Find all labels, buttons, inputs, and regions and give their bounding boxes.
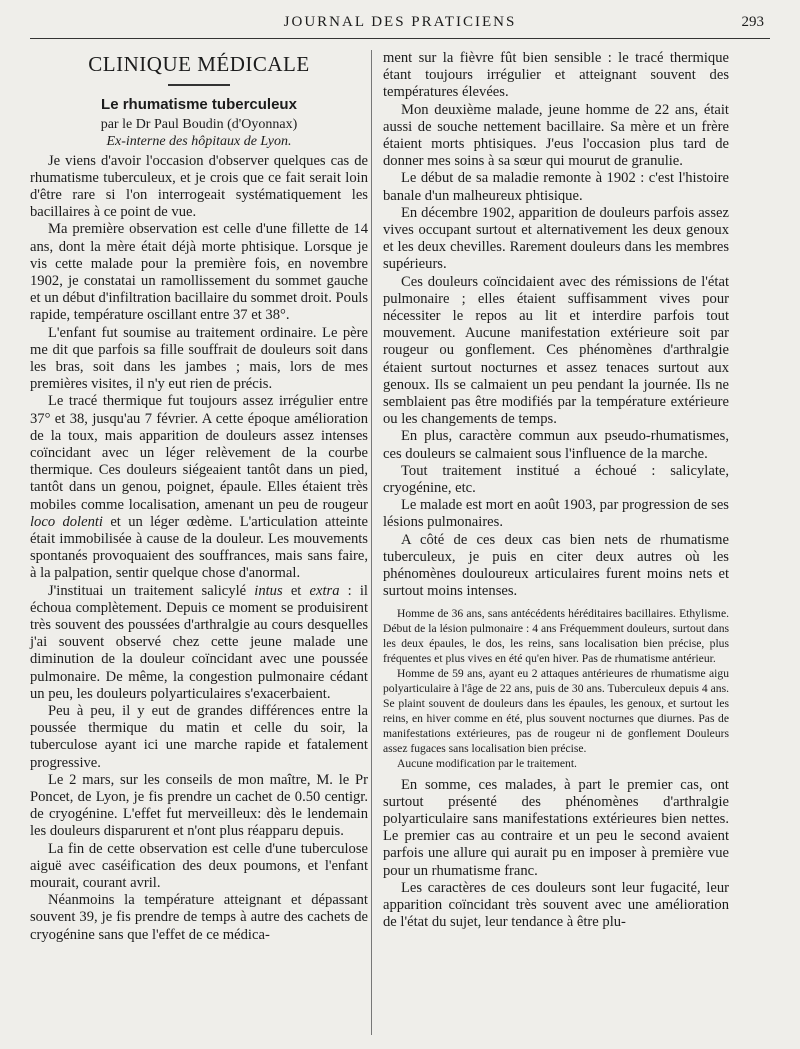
paragraph xyxy=(30,583,368,703)
text-run: Le tracé thermique fut toujours assez irrégulier entre 37° et 38, jusqu'au 7 février. A cette époque amélioration de la toux, mais apparition de douleurs assez intenses coïncidant avec un léger relèvement de la courbe thermique. Ces douleurs siégeaient tantôt dans un pied, tantôt dans un genou, poignet, épaule. Elles étaient très mobiles comme localisation, amenant un peu de rougeur xyxy=(30,393,368,513)
text-run: J'instituai un traitement salicylé xyxy=(48,582,255,599)
italic-term: intus xyxy=(254,582,283,599)
text-run: et xyxy=(282,582,310,599)
paragraph: En décembre 1902, apparition de douleurs parfois assez vives occupant surtout et alternativement les deux genoux et les deux chevilles. Rarement douleurs dans les membres supérieurs. xyxy=(383,204,729,273)
italic-term: extra xyxy=(309,582,340,599)
case-note: Homme de 59 ans, ayant eu 2 attaques antérieures de rhumatisme aigu polyarticulaire à l'âge de 22 ans, puis de 30 ans. Tuberculeux depuis 4 ans. Se plaint souvent de douleurs dans les épaules, les genoux, et surtout les reins, en hiver comme en été, plus souvent nocturnes que diurnes. Pas de manifestations extérieures, pas de rougeur ni de gonflement Douleurs assez fugaces sans localisation bien précise. xyxy=(383,666,729,756)
journal-title: JOURNAL DES PRATICIENS xyxy=(283,14,517,30)
title-rule xyxy=(168,84,230,86)
paragraph: ment sur la fièvre fût bien sensible : le tracé thermique étant toujours irrégulier et atteignant souvent des températures élevées. xyxy=(383,50,729,101)
author-byline: par le Dr Paul Boudin (d'Oyonnax) xyxy=(100,116,298,132)
page-number: 293 xyxy=(741,14,764,30)
text-run: et un léger œdème. L'articulation atteinte était immobilisée à cause de la douleur. Les mouvements spontanés provoquaient des souffrances, mais sans faire, à la palpation, sentir quelque chose d'anormal. xyxy=(30,513,369,582)
paragraph: Mon deuxième malade, jeune homme de 22 ans, était aussi de souche nettement bacillaire. Sa mère et un frère étaient morts phtisiques. J'eus l'occasion plus tard de donner mes soins à sa sœur qui mourut de granulie. xyxy=(383,101,729,170)
paragraph: Le 2 mars, sur les conseils de mon maître, M. le Pr Poncet, de Lyon, je fis prendre un cachet de 0.50 centigr. de cryogénine. L'effet fut merveilleux: dès le lendemain les douleurs disparurent et n'ont plus réapparu depuis. xyxy=(30,771,368,840)
running-header xyxy=(30,10,770,39)
paragraph: Ces douleurs coïncidaient avec des rémissions de l'état pulmonaire ; elles étaient suffisamment vives pour nécessiter le repos au lit et interdire parfois tout mouvement. Aucune manifestation extérieure soit par rougeur ou gonflement. Ces phénomènes d'arthralgie étaient surtout nocturnes et assez tenaces surtout aux genoux. Ils se calmaient un peu pendant la journée. Ils ne semblaient pas être modifiés par la température extérieure ou les changements de temps. xyxy=(383,273,729,428)
paragraph: La fin de cette observation est celle d'une tuberculose aiguë avec caséification des deux poumons, et l'enfant mourait, courant avril. xyxy=(30,840,368,892)
paragraph: Je viens d'avoir l'occasion d'observer quelques cas de rhumatisme tuberculeux, et je crois que ce fait serait loin d'être rare si l'on interrogeait systématiquement les bacillaires à ce point de vue. xyxy=(30,152,368,221)
column-divider xyxy=(371,50,372,1035)
right-column xyxy=(383,50,729,931)
paragraph xyxy=(30,393,368,582)
section-title: CLINIQUE MÉDICALE xyxy=(88,52,310,76)
paragraph: A côté de ces deux cas bien nets de rhumatisme tuberculeux, je puis en citer deux autres où les phénomènes douloureux articulaires furent moins nets et surtout moins intenses. xyxy=(383,531,729,600)
paragraph: Ma première observation est celle d'une fillette de 14 ans, dont la mère était déjà morte phtisique. Lorsque je vis cette malade pour la première fois, en novembre 1902, je constatai un ramollissement du sommet gauche et un début d'infiltration bacillaire du sommet droit. Pouls rapide, température oscillant entre 37 et 38°. xyxy=(30,221,368,324)
paragraph: Le malade est mort en août 1903, par progression de ses lésions pulmonaires. xyxy=(383,497,729,531)
paragraph: Les caractères de ces douleurs sont leur fugacité, leur apparition coïncidant très souvent avec une amélioration de l'état du sujet, leur tendance à être plu- xyxy=(383,879,729,931)
author-affiliation: Ex-interne des hôpitaux de Lyon. xyxy=(106,133,292,149)
italic-term: loco dolenti xyxy=(30,513,103,530)
case-note: Aucune modification par le traitement. xyxy=(397,757,577,771)
text-run: : il échoua complètement. Depuis ce moment se produisirent très souvent des poussées d'arthralgie au cours desquelles j'ai souvent observé chez cette jeune malade une diminution de la douleur coïncidant avec une poussée pulmonaire. De même, la congestion pulmonaire cédant un peu, les douleurs polyarticulaires s'exacerbaient. xyxy=(30,582,368,702)
paragraph: En plus, caractère commun aux pseudo-rhumatismes, ces douleurs se calmaient sous l'influence de la marche. xyxy=(383,428,729,462)
paragraph: Tout traitement institué a échoué : salicylate, cryogénine, etc. xyxy=(383,462,729,497)
paragraph: L'enfant fut soumise au traitement ordinaire. Le père me dit que parfois sa fille souffrait de douleurs soit dans les bras, soit dans les jambes ; mais, lors de mes premières visites, il n'y eut rien de précis. xyxy=(30,324,368,393)
article-title: Le rhumatisme tuberculeux xyxy=(101,95,297,113)
paragraph: Le début de sa maladie remonte à 1902 : c'est l'histoire banale d'un malheureux phtisique. xyxy=(383,170,729,204)
case-note: Homme de 36 ans, sans antécédents héréditaires bacillaires. Ethylisme. Début de la lésion pulmonaire : 4 ans Fréquemment douleurs, surtout dans les deux épaules, le dos, les reins, sans localisation bien précise, plus fréquentes et plus vives en été qu'en hiver. Pas de rhumatisme antérieur. xyxy=(383,606,729,665)
paragraph: En somme, ces malades, à part le premier cas, ont surtout présenté des phénomènes d'arthralgie polyarticulaire sans manifestations extérieures bien nettes. Le premier cas au contraire et un peu le second avaient parfois une allure qui aurait pu en imposer à première vue pour un rhumatisme franc. xyxy=(383,776,729,879)
left-column xyxy=(30,50,368,944)
case-notes xyxy=(383,606,729,772)
paragraph: Néanmoins la température atteignant et dépassant souvent 39, je fis prendre de temps à autre des cachets de cryogénine sans que l'effet de ce médica- xyxy=(30,892,368,943)
paragraph: Peu à peu, il y eut de grandes différences entre la poussée thermique du matin et celle du soir, la tuberculose ayant ici une marche rapide et fatalement progressive. xyxy=(30,703,368,771)
